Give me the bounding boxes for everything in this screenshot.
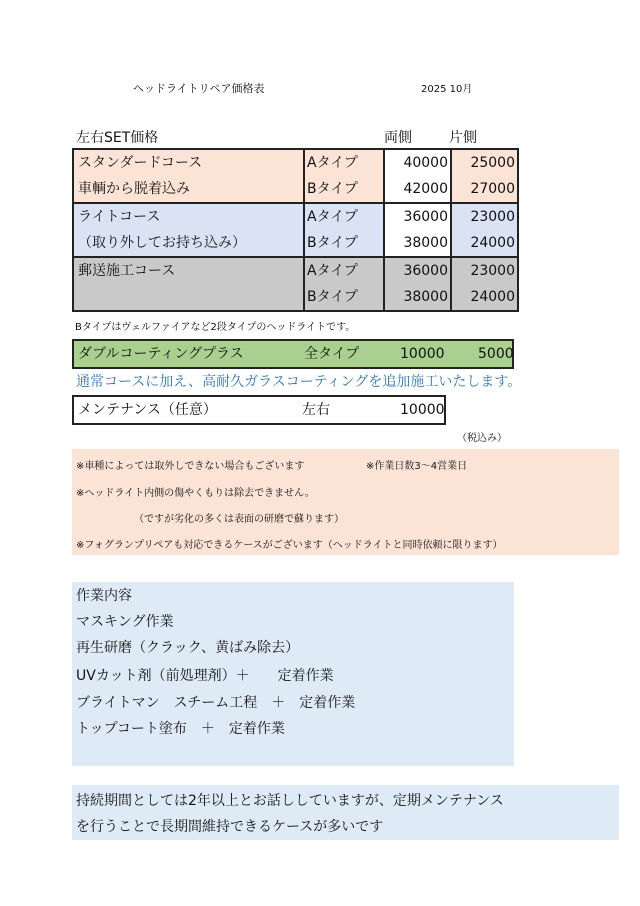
type-name: Aタイプ: [307, 209, 358, 225]
price-both: 42000: [403, 181, 448, 197]
price-one: 24000: [470, 289, 515, 305]
work-step: 再生研磨（クラック、黄ばみ除去）: [76, 640, 300, 656]
work-title: 作業内容: [76, 588, 132, 604]
maintenance-name: メンテナンス（任意）: [78, 402, 217, 418]
double-coating-price-one: 5000: [478, 346, 514, 362]
type-name: Bタイプ: [307, 181, 358, 197]
column-header-one: 片側: [449, 130, 477, 146]
table-row: [73, 149, 518, 203]
maintenance-price: 10000: [400, 402, 445, 418]
price-one: 23000: [470, 209, 515, 225]
type-b-note: Bタイプはヴェルファイアなど2段タイプのヘッドライトです。: [75, 322, 356, 333]
maintenance-row: [72, 395, 446, 425]
caution-line: ※作業日数3～4営業日: [366, 461, 468, 472]
course-name: （取り外してお持ち込み）: [78, 235, 246, 251]
course-cell: [73, 257, 304, 311]
tax-note: （税込み）: [457, 433, 507, 444]
set-price-label: 左右SET価格: [76, 130, 159, 146]
type-name: Bタイプ: [307, 235, 358, 251]
price-both: 36000: [403, 209, 448, 225]
price-one: 25000: [470, 155, 515, 171]
price-both: 38000: [403, 235, 448, 251]
course-cell: [73, 149, 304, 203]
type-name: Aタイプ: [307, 263, 358, 279]
durability-note-box: [72, 785, 619, 840]
work-step: UVカット剤（前処理剤）＋ 定着作業: [76, 668, 334, 684]
page-title: ヘッドライトリペア価格表: [133, 82, 265, 95]
price-both: 40000: [403, 155, 448, 171]
course-cell: [73, 203, 304, 257]
price-one: 24000: [470, 235, 515, 251]
maintenance-type: 左右: [302, 402, 330, 418]
caution-line: （ですが劣化の多くは表面の研磨で蘇ります）: [134, 514, 344, 525]
price-both: 36000: [403, 263, 448, 279]
caution-box: [72, 449, 619, 555]
double-coating-type: 全タイプ: [304, 346, 360, 362]
course-name: 車輌から脱着込み: [78, 181, 190, 197]
type-cell: [304, 203, 384, 257]
both-price-cell: [384, 149, 451, 203]
one-price-cell: [451, 257, 518, 311]
work-step: マスキング作業: [76, 614, 174, 630]
table-row: [73, 257, 518, 311]
double-coating-price-both: 10000: [400, 346, 445, 362]
durability-note: 持続期間としては2年以上とお話ししていますが、定期メンテナンス: [76, 793, 504, 809]
issue-date: 2025 10月: [421, 84, 473, 95]
one-price-cell: [451, 149, 518, 203]
type-cell: [304, 257, 384, 311]
price-one: 23000: [470, 263, 515, 279]
course-name: [74, 284, 303, 310]
course-name: スタンダードコース: [78, 155, 203, 171]
work-step: ブライトマン スチーム工程 ＋ 定着作業: [76, 695, 356, 711]
both-price-cell: [384, 203, 451, 257]
type-name: Aタイプ: [307, 155, 358, 171]
price-both: 38000: [403, 289, 448, 305]
caution-line: ※ヘッドライト内側の傷やくもりは除去できません。: [76, 488, 315, 499]
table-row: [73, 203, 518, 257]
double-coating-row: [72, 339, 514, 369]
column-header-both: 両側: [384, 130, 412, 146]
work-step: トップコート塗布 ＋ 定着作業: [76, 721, 285, 737]
double-coating-note: 通常コースに加え、高耐久ガラスコーティングを追加施工いたします。: [76, 374, 522, 390]
caution-line: ※フォグランプリペアも対応できるケースがございます（ヘッドライトと同時依頼に限ります）: [76, 540, 503, 551]
course-name: 郵送施工コース: [78, 263, 176, 279]
double-coating-name: ダブルコーティングプラス: [78, 346, 244, 362]
type-name: Bタイプ: [307, 289, 358, 305]
course-name: ライトコース: [78, 209, 161, 225]
price-table: [72, 148, 519, 312]
work-content-box: [72, 582, 514, 766]
price-one: 27000: [470, 181, 515, 197]
caution-line: ※車種によっては取外しできない場合もございます: [76, 461, 305, 472]
one-price-cell: [451, 203, 518, 257]
type-cell: [304, 149, 384, 203]
durability-note: を行うことで長期間維持できるケースが多いです: [76, 819, 384, 835]
both-price-cell: [384, 257, 451, 311]
